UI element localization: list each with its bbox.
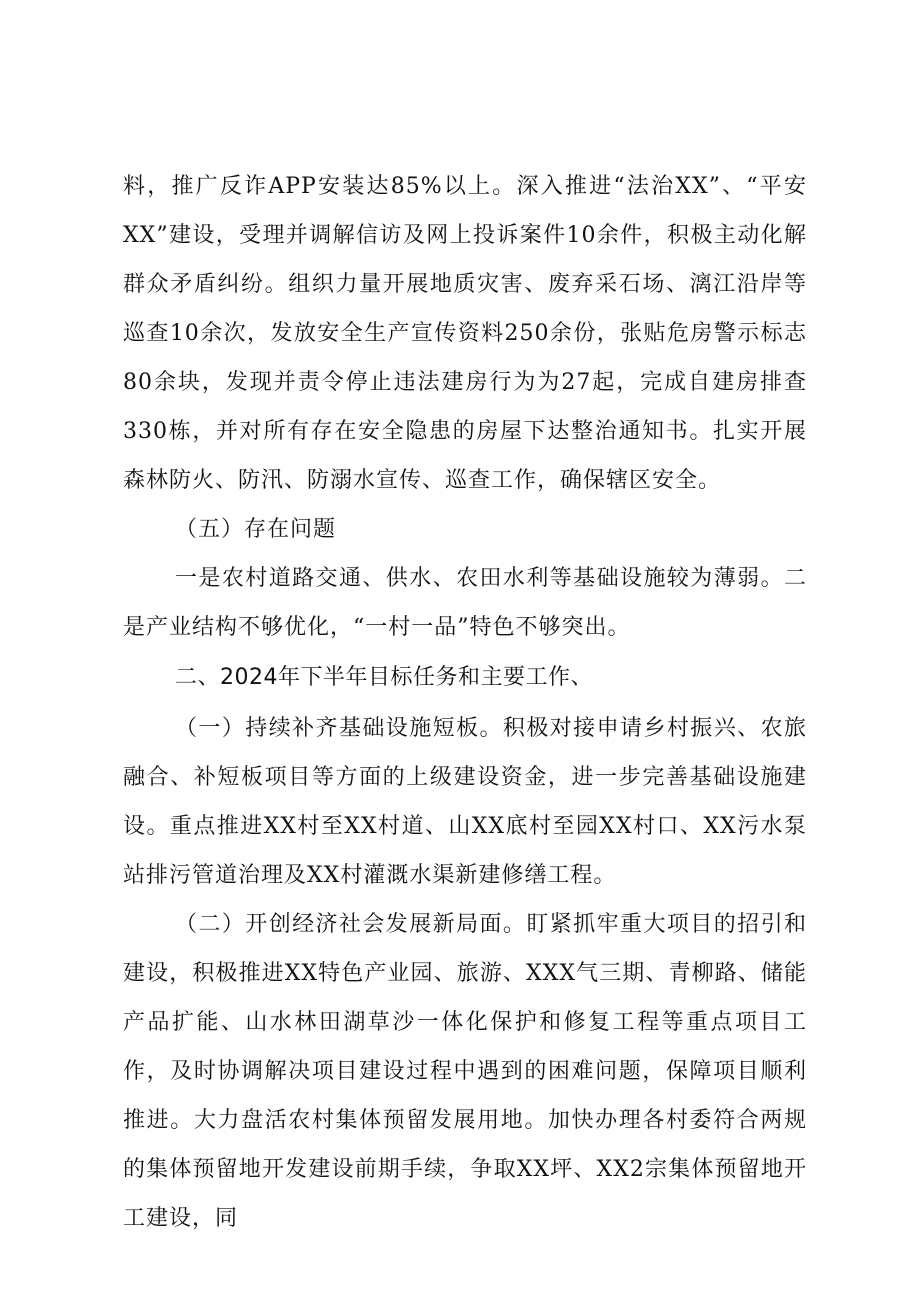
- section-heading-2024-h2-tasks: 二、2024年下半年目标任务和主要工作、: [175, 665, 593, 690]
- paragraph-problems: 一是农村道路交通、供水、农田水利等基础设施较为薄弱。二是产业结构不够优化，“一村一品”特色不够突出。: [123, 566, 807, 640]
- paragraph-infrastructure: （一）持续补齐基础设施短板。积极对接申请乡村振兴、农旅融合、补短板项目等方面的上级建设资金，进一步完善基础设施建设。重点推进XX村至XX村道、山XX底村至园XX村口、XX污水泵站排污管道治理及XX村灌溉水渠新建修缮工程。: [123, 716, 807, 888]
- paragraph-economic-development: （二）开创经济社会发展新局面。盯紧抓牢重大项目的招引和建设，积极推进XX特色产业园、旅游、XXX气三期、青柳路、储能产品扩能、山水林田湖草沙一体化保护和修复工程等重点项目工作，及时协调解决项目建设过程中遇到的困难问题，保障项目顺利推进。大力盘活农村集体预留发展用地。加快办理各村委符合两规的集体预留地开发建设前期手续，争取XX坪、XX2宗集体预留地开工建设，同: [123, 912, 808, 1231]
- subheading-existing-problems: （五）存在问题: [175, 517, 337, 542]
- paragraph-safety-work: 料，推广反诈APP安装达85%以上。深入推进“法治XX”、“平安XX”建设，受理并调解信访及网上投诉案件10余件，积极主动化解群众矛盾纠纷。组织力量开展地质灾害、废弃采石场、漓江沿岸等巡查10余次，发放安全生产宣传资料250余份，张贴危房警示标志80余块，发现并责令停止违法建房行为为27起，完成自建房排查330栋，并对所有存在安全隐患的房屋下达整治通知书。扎实开展森林防火、防汛、防溺水宣传、巡查工作，确保辖区安全。: [123, 174, 807, 493]
- document-body: [123, 162, 807, 1243]
